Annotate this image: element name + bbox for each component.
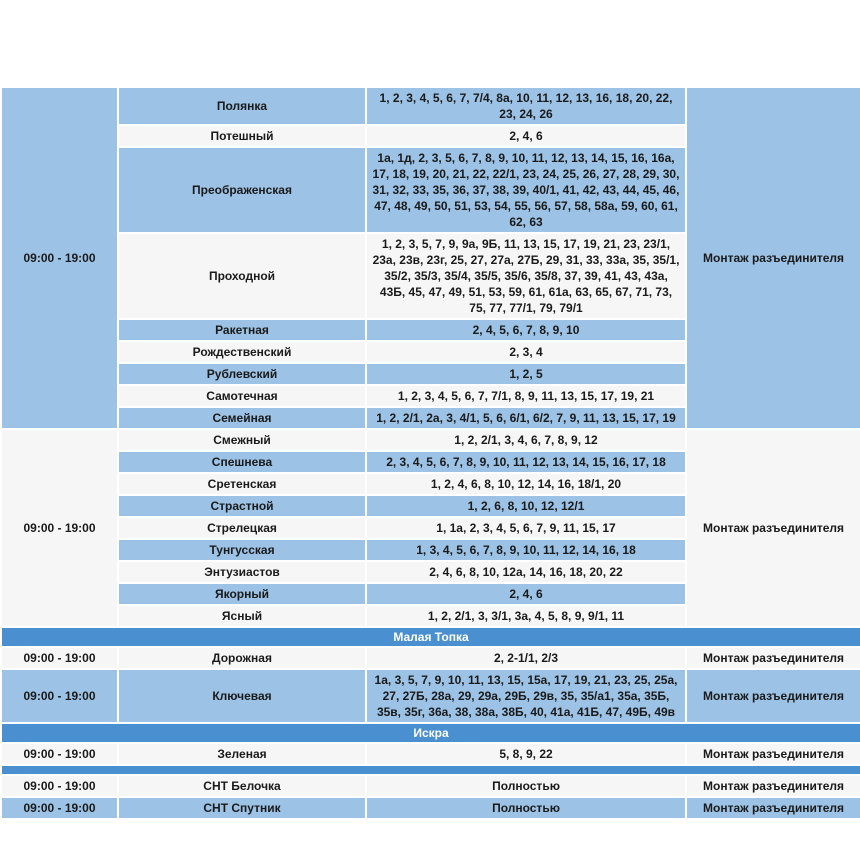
street-cell: Потешный xyxy=(118,125,366,147)
street-cell: Ракетная xyxy=(118,319,366,341)
houses-cell: 1а, 3, 5, 7, 9, 10, 11, 13, 15, 15а, 17, 19, 21, 23, 25, 25а, 27, 27Б, 28а, 29, 29а, 29Б, 29в, 35, 35/а1, 35а, 35Б, 35в, 35г, 36а, 38, 38а, 38Б, 40, 41а, 41Б, 47, 49Б, 49в xyxy=(366,669,686,723)
section-header xyxy=(1,765,860,775)
houses-cell: 2, 3, 4, 5, 6, 7, 8, 9, 10, 11, 12, 13, 14, 15, 16, 17, 18 xyxy=(366,451,686,473)
street-cell: СНТ Белочка xyxy=(118,775,366,797)
table-row xyxy=(1,669,860,723)
work-cell: Монтаж разъединителя xyxy=(686,87,860,429)
table-row xyxy=(1,429,860,451)
street-cell: Рублевский xyxy=(118,363,366,385)
houses-cell: 1, 2, 3, 4, 5, 6, 7, 7/4, 8а, 10, 11, 12, 13, 16, 18, 20, 22, 23, 24, 26 xyxy=(366,87,686,125)
houses-cell: 1, 2, 3, 5, 7, 9, 9а, 9Б, 11, 13, 15, 17, 19, 21, 23, 23/1, 23а, 23в, 23г, 25, 27, 27а, 27Б, 29, 31, 33, 33а, 35, 35/1, 35/2, 35/3, 35/4, 35/5, 35/6, 35/8, 37, 39, 41, 43, 43а, 43Б, 45, 47, 49, 51, 53, 59, 61, 61а, 63, 65, 67, 71, 73, 75, 77, 77/1, 79, 79/1 xyxy=(366,233,686,319)
schedule-table xyxy=(0,86,860,820)
street-cell: Самотечная xyxy=(118,385,366,407)
time-cell: 09:00 - 19:00 xyxy=(1,87,118,429)
street-cell: Преображенская xyxy=(118,147,366,233)
time-cell: 09:00 - 19:00 xyxy=(1,669,118,723)
houses-cell: 1, 2, 2/1, 3, 4, 6, 7, 8, 9, 12 xyxy=(366,429,686,451)
houses-cell: 1, 2, 6, 8, 10, 12, 12/1 xyxy=(366,495,686,517)
time-cell: 09:00 - 19:00 xyxy=(1,429,118,627)
time-cell: 09:00 - 19:00 xyxy=(1,743,118,765)
street-cell: Ясный xyxy=(118,605,366,627)
street-cell: Страстной xyxy=(118,495,366,517)
street-cell: Спешнева xyxy=(118,451,366,473)
houses-cell: 1, 2, 2/1, 3, 3/1, 3а, 4, 5, 8, 9, 9/1, 11 xyxy=(366,605,686,627)
section-header xyxy=(1,627,860,647)
houses-cell: Полностью xyxy=(366,797,686,819)
time-cell: 09:00 - 19:00 xyxy=(1,647,118,669)
houses-cell: 1, 2, 3, 4, 5, 6, 7, 7/1, 8, 9, 11, 13, 15, 17, 19, 21 xyxy=(366,385,686,407)
section-title: Малая Топка xyxy=(1,627,860,647)
street-cell: Полянка xyxy=(118,87,366,125)
section-title: Искра xyxy=(1,723,860,743)
houses-cell: 1, 3, 4, 5, 6, 7, 8, 9, 10, 11, 12, 14, 16, 18 xyxy=(366,539,686,561)
work-cell: Монтаж разъединителя xyxy=(686,743,860,765)
table-row xyxy=(1,775,860,797)
houses-cell: 2, 4, 6, 8, 10, 12а, 14, 16, 18, 20, 22 xyxy=(366,561,686,583)
houses-cell: 1, 1а, 2, 3, 4, 5, 6, 7, 9, 11, 15, 17 xyxy=(366,517,686,539)
work-cell: Монтаж разъединителя xyxy=(686,797,860,819)
houses-cell: Полностью xyxy=(366,775,686,797)
houses-cell: 2, 4, 6 xyxy=(366,125,686,147)
street-cell: Рождественский xyxy=(118,341,366,363)
houses-cell: 1, 2, 2/1, 2а, 3, 4/1, 5, 6, 6/1, 6/2, 7, 9, 11, 13, 15, 17, 19 xyxy=(366,407,686,429)
section-header xyxy=(1,723,860,743)
street-cell: Якорный xyxy=(118,583,366,605)
street-cell: Энтузиастов xyxy=(118,561,366,583)
section-title xyxy=(1,765,860,775)
houses-cell: 2, 4, 5, 6, 7, 8, 9, 10 xyxy=(366,319,686,341)
houses-cell: 2, 4, 6 xyxy=(366,583,686,605)
street-cell: СНТ Спутник xyxy=(118,797,366,819)
houses-cell: 1, 2, 4, 6, 8, 10, 12, 14, 16, 18/1, 20 xyxy=(366,473,686,495)
houses-cell: 2, 2-1/1, 2/3 xyxy=(366,647,686,669)
table-row xyxy=(1,797,860,819)
time-cell: 09:00 - 19:00 xyxy=(1,775,118,797)
work-cell: Монтаж разъединителя xyxy=(686,669,860,723)
houses-cell: 2, 3, 4 xyxy=(366,341,686,363)
work-cell: Монтаж разъединителя xyxy=(686,647,860,669)
houses-cell: 1а, 1д, 2, 3, 5, 6, 7, 8, 9, 10, 11, 12, 13, 14, 15, 16, 16а, 17, 18, 19, 20, 21, 22, 22/1, 23, 24, 25, 26, 27, 28, 29, 30, 31, 32, 33, 35, 36, 37, 38, 39, 40/1, 41, 42, 43, 44, 45, 46, 47, 48, 49, 50, 51, 53, 54, 55, 56, 57, 58, 58а, 59, 60, 61, 62, 63 xyxy=(366,147,686,233)
street-cell: Дорожная xyxy=(118,647,366,669)
work-cell: Монтаж разъединителя xyxy=(686,429,860,627)
table-row xyxy=(1,647,860,669)
houses-cell: 1, 2, 5 xyxy=(366,363,686,385)
houses-cell: 5, 8, 9, 22 xyxy=(366,743,686,765)
street-cell: Семейная xyxy=(118,407,366,429)
street-cell: Тунгусская xyxy=(118,539,366,561)
table-row xyxy=(1,743,860,765)
street-cell: Ключевая xyxy=(118,669,366,723)
street-cell: Проходной xyxy=(118,233,366,319)
street-cell: Зеленая xyxy=(118,743,366,765)
street-cell: Смежный xyxy=(118,429,366,451)
street-cell: Сретенская xyxy=(118,473,366,495)
street-cell: Стрелецкая xyxy=(118,517,366,539)
table-row xyxy=(1,87,860,125)
outage-schedule xyxy=(0,86,860,820)
work-cell: Монтаж разъединителя xyxy=(686,775,860,797)
time-cell: 09:00 - 19:00 xyxy=(1,797,118,819)
